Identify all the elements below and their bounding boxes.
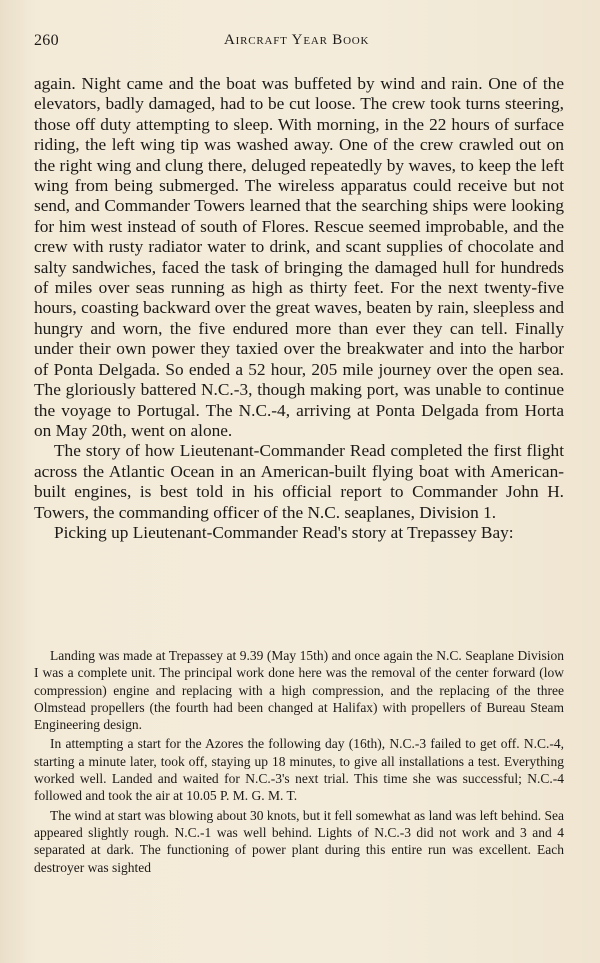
running-title: Aircraft Year Book (224, 32, 370, 48)
report-paragraph: The wind at start was blowing about 30 knots, but it fell somewhat as land was left behind. Sea appeared slightly rough. N.C.-1 was well behind. Lights of N.C.-3 did not work and 3 and 4 separated at dark. The functioning of power plant during this entire run was excellent. Each destroyer was sighted (34, 807, 564, 875)
body-paragraph: Picking up Lieutenant-Commander Read's story at Trepassey Bay: (54, 522, 514, 542)
body-paragraph: again. Night came and the boat was buffeted by wind and rain. One of the elevators, badly damaged, had to be cut loose. The crew took turns steering, those off duty attempting to sleep. With morning, in the 22 hours of surface riding, the left wing tip was washed away. One of the crew crawled out on the right wing and clung there, deluged repeatedly by waves, to keep the left wing from being submerged. The wireless apparatus could receive but not send, and Commander Towers learned that the searching ships were looking for him west instead of south of Flores. Rescue seemed improbable, and the crew with rusty radiator water to drink, and scant supplies of chocolate and salty sandwiches, faced the task of bringing the damaged hull for hundreds of miles over seas running as high as thirty feet. For the next twenty-five hours, coasting backward over the great waves, beaten by rain, sleepless and hungry and worn, the five endured more than ever they can tell. Finally under their own power they taxied over the breakwater and into the harbor of Ponta Delgada. So ended a 52 hour, 205 mile journey over the open sea. The gloriously battered N.C.-3, though making port, was unable to continue the voyage to Portugal. The N.C.-4, arriving at Ponta Delgada from Horta on May 20th, went on alone. (34, 74, 564, 440)
report-excerpt (34, 647, 564, 876)
report-paragraph: Landing was made at Trepassey at 9.39 (May 15th) and once again the N.C. Seaplane Division I was a complete unit. The principal work done here was the removal of the center forward (low compression) engine and replacing with a high compression, and the replacing of the three Olmstead propellers (the fourth had been changed at Halifax) with propellers of Bureau Steam Engineering design. (34, 648, 564, 733)
page-number: 260 (34, 32, 59, 49)
main-text-block (34, 74, 564, 543)
report-paragraph: In attempting a start for the Azores the following day (16th), N.C.-3 failed to get off. N.C.-4, starting a minute later, took off, staying up 18 minutes, to give all installations a test. Everything worked well. Landed and waited for N.C.-3's next trial. This time she was successful; N.C.-4 followed and took the air at 10.05 P. M. G. M. T. (34, 736, 564, 804)
body-paragraph: The story of how Lieutenant-Commander Read completed the first flight across the Atlantic Ocean in an American-built flying boat with American-built engines, is best told in his official report to Commander John H. Towers, the commanding officer of the N.C. seaplanes, Division 1. (34, 441, 564, 522)
page-header (34, 30, 566, 54)
